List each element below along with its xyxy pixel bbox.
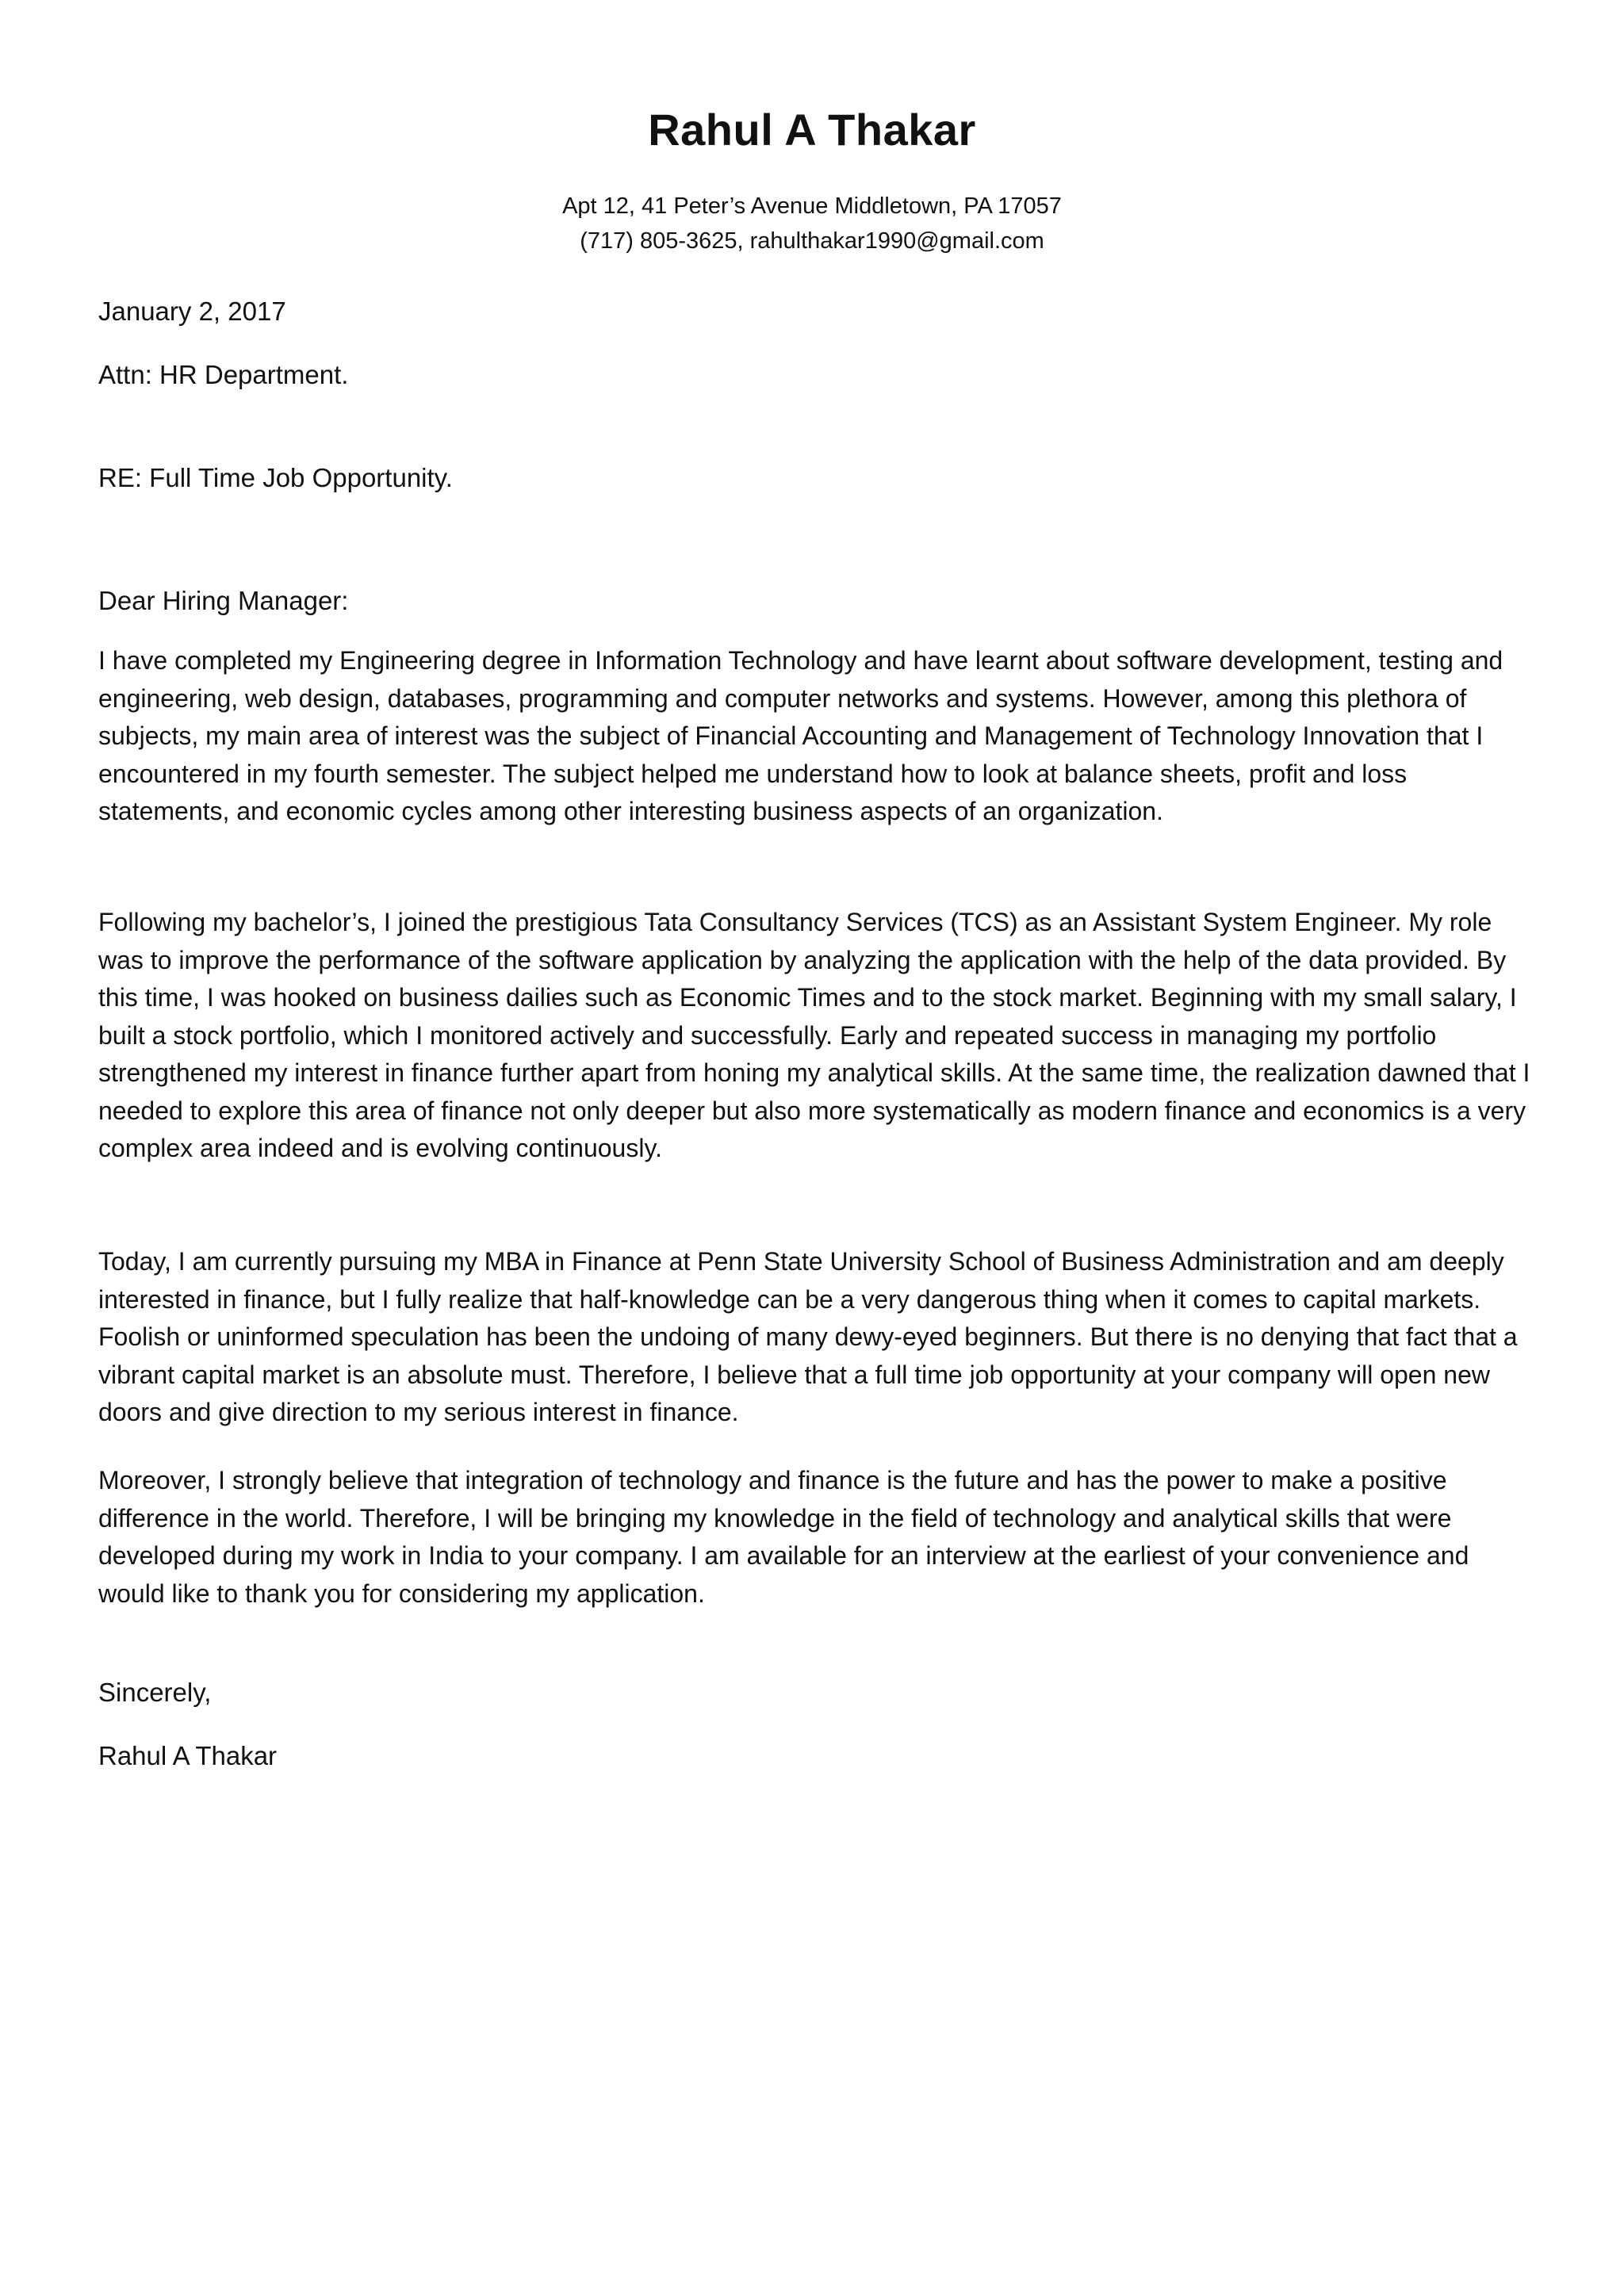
signature-name: Rahul A Thakar [98,1741,278,1770]
body-paragraph-2: Following my bachelor’s, I joined the prestigious Tata Consultancy Services (TCS) as an Assistant System Engineer. My role was to improve the performance of the software application by analyzing the application with the help of the data provided. By this time, I was hooked on business dailies such as Economic Times and to the stock market. Beginning with my small salary, I built a stock portfolio, which I monitored actively and successfully. Early and repeated success in managing my portfolio strengthened my interest in finance further apart from honing my analytical skills. At the same time, the realization dawned that I needed to explore this area of finance not only deeper but also more systematically as modern finance and economics is a very complex area indeed and is evolving continuously. [98,908,1530,1162]
sender-name: Rahul A Thakar [648,105,976,155]
attention-line: Attn: HR Department. [98,360,349,389]
body-paragraph-4: Moreover, I strongly believe that integration of technology and finance is the future and has the power to make a positive difference in the world. Therefore, I will be bringing my knowledge in the field of technology and analytical skills that were developed during my work in India to your company. I am available for an interview at the earliest of your convenience and would like to thank you for considering my application. [98,1466,1469,1608]
body-paragraph-3: Today, I am currently pursuing my MBA in Finance at Penn State University School of Business Administration and am deeply interested in finance, but I fully realize that half-knowledge can be a very dangerous thing when it comes to capital markets. Foolish or uninformed speculation has been the undoing of many dewy-eyed beginners. But there is no denying that fact that a vibrant capital market is an absolute must. Therefore, I believe that a full time job opportunity at your company will open new doors and give direction to my serious interest in finance. [98,1247,1518,1426]
closing: Sincerely, [98,1678,212,1707]
subject-line: RE: Full Time Job Opportunity. [98,463,453,492]
sender-address: Apt 12, 41 Peter’s Avenue Middletown, PA 17057 [562,193,1062,219]
sender-phone-email: (717) 805-3625, rahulthakar1990@gmail.com [580,228,1044,254]
letter-header [0,101,1624,258]
body-paragraph-1: I have completed my Engineering degree in Information Technology and have learnt about software development, testing and engineering, web design, databases, programming and computer networks and systems. However, among this plethora of subjects, my main area of interest was the subject of Financial Accounting and Management of Technology Innovation that I encountered in my fourth semester. The subject helped me understand how to look at balance sheets, profit and loss statements, and economic cycles among other interesting business aspects of an organization. [98,646,1503,825]
letter-date: January 2, 2017 [98,297,286,326]
salutation: Dear Hiring Manager: [98,586,349,615]
